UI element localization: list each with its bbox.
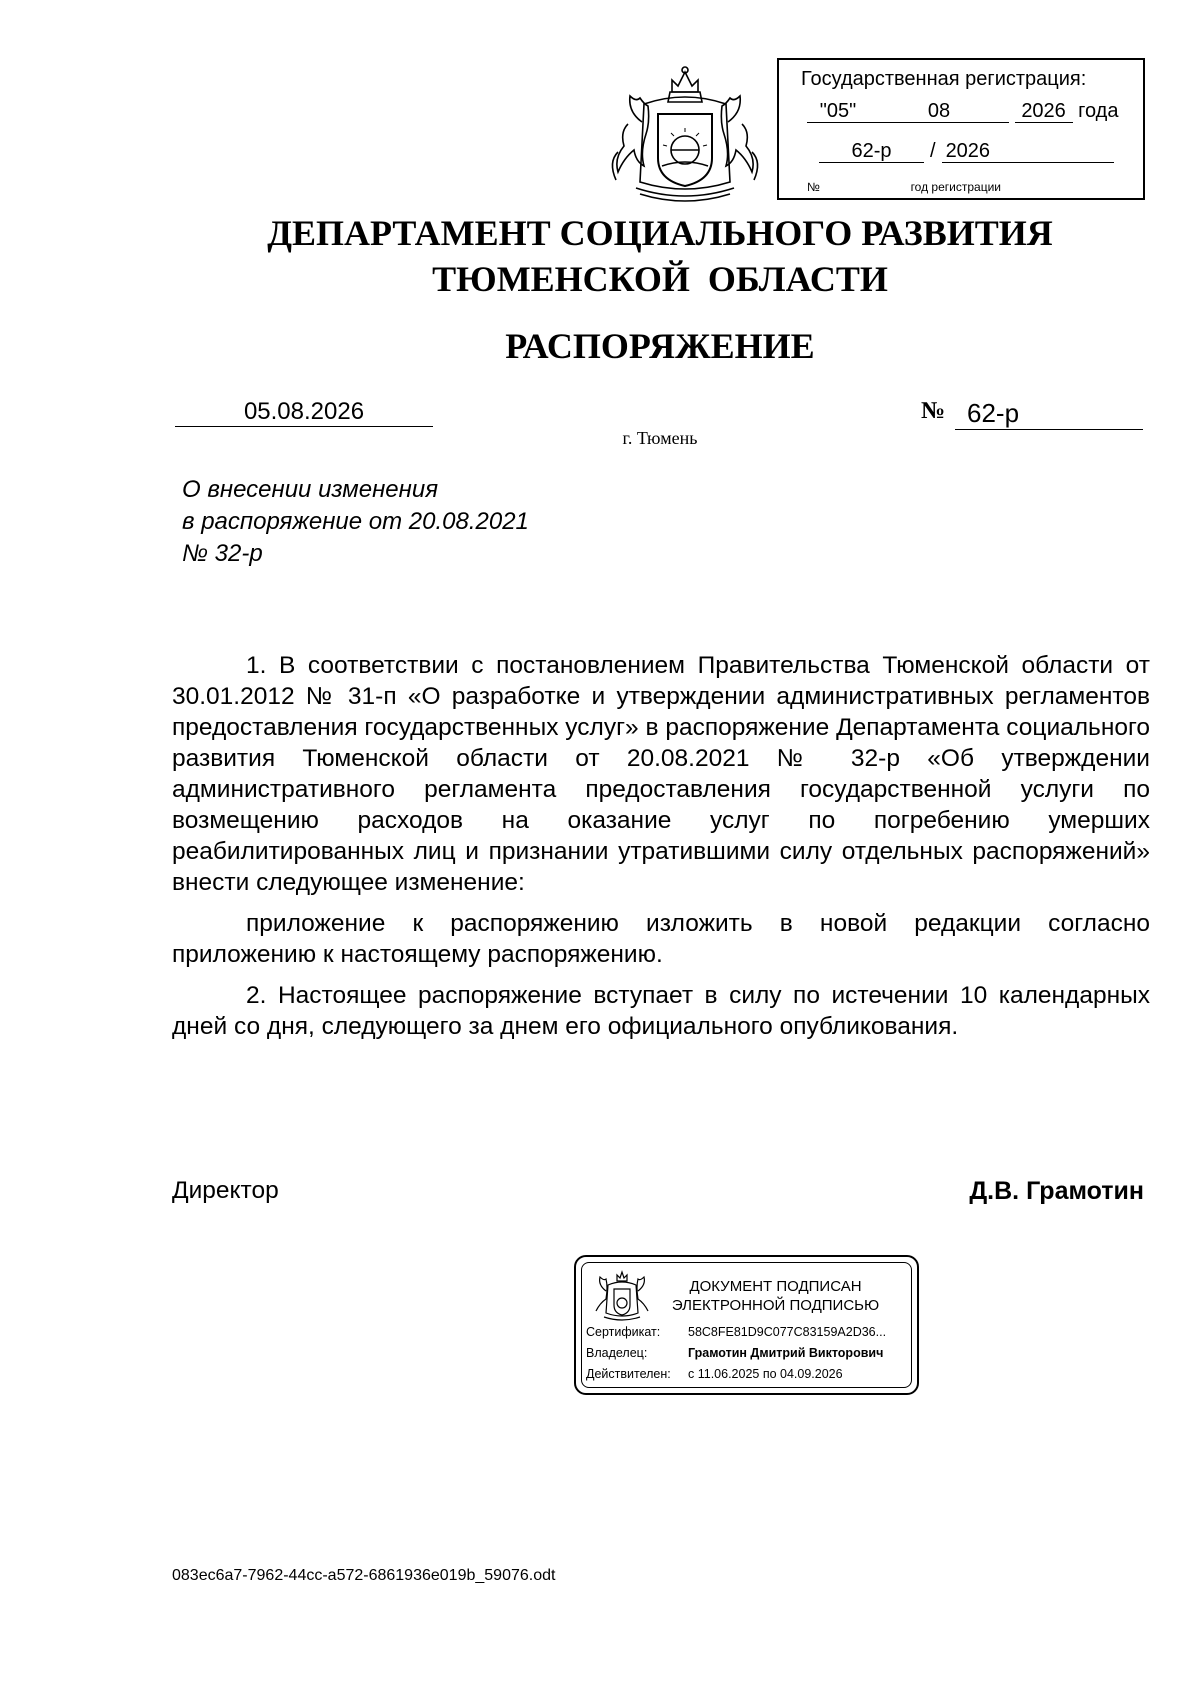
registration-box — [777, 58, 1145, 200]
body-paragraph-2: приложение к распоряжению изложить в новой редакции согласно приложению к настоящему распоряжению. — [172, 910, 1150, 968]
registration-separator: / — [930, 140, 936, 162]
stamp-title-line1: ДОКУМЕНТ ПОДПИСАН — [689, 1278, 862, 1295]
document-number-label: № — [921, 398, 946, 424]
registration-number-line — [819, 140, 1114, 163]
subject-line1: О внесении изменения — [182, 476, 439, 503]
document-date: 05.08.2026 — [175, 398, 433, 427]
document-body — [172, 650, 1150, 1042]
registration-year-label: год регистрации — [910, 180, 1001, 194]
registration-reg-year: 2026 — [942, 140, 1114, 163]
stamp-certificate-label: Сертификат: — [586, 1325, 661, 1339]
department-title — [0, 210, 1200, 302]
department-title-line2: ТЮМЕНСКОЙ ОБЛАСТИ — [432, 259, 888, 299]
registration-date-line — [807, 100, 1118, 123]
stamp-validity-label: Действителен: — [586, 1367, 671, 1381]
subject-line3: № 32-р — [182, 540, 263, 567]
stamp-certificate-row — [586, 1325, 886, 1339]
coat-of-arms-emblem — [600, 62, 770, 210]
stamp-emblem-icon — [590, 1269, 654, 1325]
registration-day: "05" — [807, 100, 869, 123]
registration-year: 2026 — [1015, 100, 1073, 123]
registration-number-label: № — [807, 180, 820, 194]
stamp-owner-label: Владелец: — [586, 1346, 648, 1360]
city: г. Тюмень — [622, 428, 698, 448]
registration-title: Государственная регистрация: — [801, 68, 1087, 90]
signer-position: Директор — [172, 1177, 279, 1204]
stamp-validity-value: с 11.06.2025 по 04.09.2026 — [688, 1367, 843, 1381]
department-title-line1: ДЕПАРТАМЕНТ СОЦИАЛЬНОГО РАЗВИТИЯ — [267, 213, 1053, 253]
stamp-certificate-value: 58C8FE81D9C077C83159A2D36... — [688, 1325, 887, 1339]
stamp-title-line2: ЭЛЕКТРОННОЙ ПОДПИСЬЮ — [671, 1297, 880, 1314]
signer-name: Д.В. Грамотин — [969, 1177, 1144, 1205]
document-number: 62-р — [955, 398, 1143, 430]
registration-year-suffix: года — [1078, 100, 1119, 122]
subject-line2: в распоряжение от 20.08.2021 — [182, 508, 529, 535]
stamp-owner-value: Грамотин Дмитрий Викторович — [688, 1346, 884, 1360]
registration-number: 62-р — [819, 140, 924, 163]
registration-sublabels — [807, 180, 1001, 194]
stamp-validity-row — [586, 1367, 843, 1381]
body-paragraph-1: 1. В соответствии с постановлением Правительства Тюменской области от 30.01.2012 № 31-п «О разработке и утверждении административных регламентов предоставления государственных услуг» в распоряжение Департамента социального развития Тюменской области от 20.08.2021 № 32-р «Об утверждении административного регламента предоставления государственной услуги по возмещению расходов на оказание услуг по погребению умерших реабилитированных лиц и признании утратившими силу отдельных распоряжений» внести следующее изменение: — [172, 652, 1150, 896]
document-type: РАСПОРЯЖЕНИЕ — [505, 326, 815, 366]
stamp-title — [648, 1277, 903, 1315]
body-paragraph-3: 2. Настоящее распоряжение вступает в силу по истечении 10 календарных дней со дня, следующего за днем его официального опубликования. — [172, 982, 1150, 1040]
registration-month: 08 — [869, 100, 1009, 123]
stamp-owner-row — [586, 1346, 883, 1360]
electronic-signature-stamp — [574, 1255, 919, 1395]
file-name-footer: 083ec6a7-7962-44cc-a572-6861936e019b_59076.odt — [172, 1567, 556, 1584]
document-subject — [182, 474, 529, 570]
